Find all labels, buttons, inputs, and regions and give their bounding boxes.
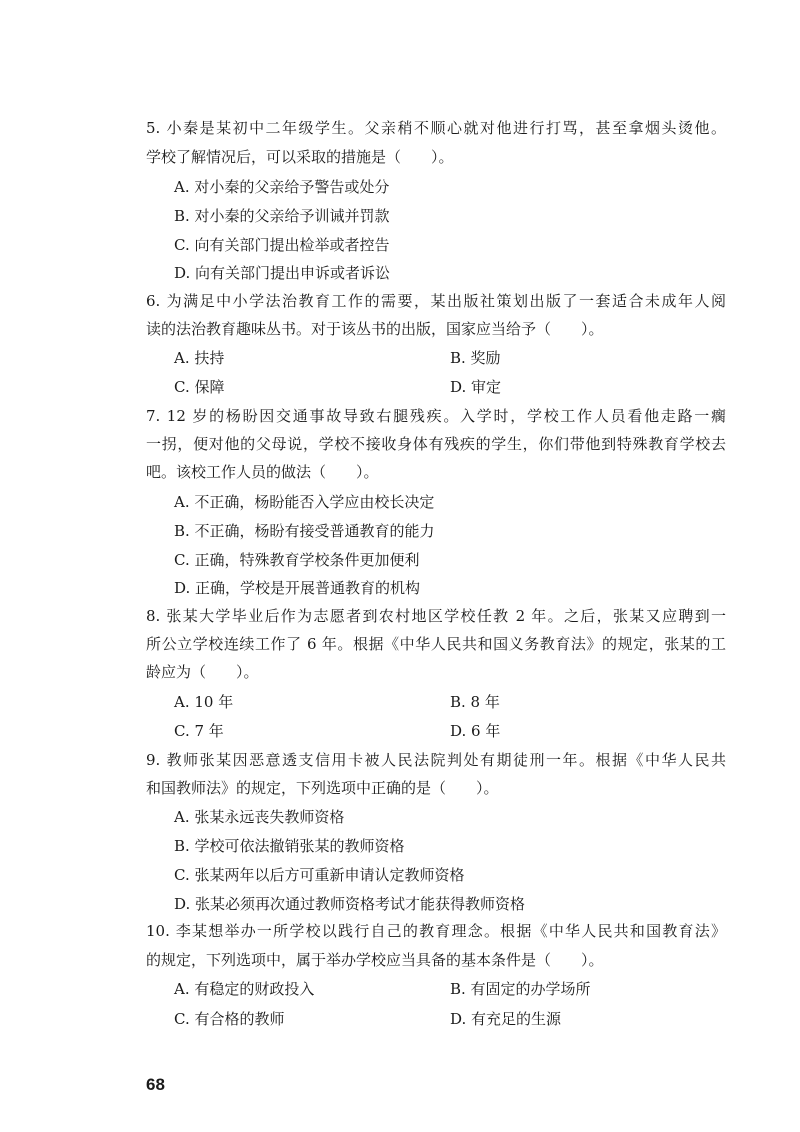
- question-9-stem-line-1: 9. 教师张某因恶意透支信用卡被人民法院判处有期徒刑一年。根据《中华人民共: [146, 751, 726, 769]
- question-6-stem-line-1: 6. 为满足中小学法治教育工作的需要，某出版社策划出版了一套适合未成年人阅: [146, 292, 726, 310]
- question-5-option-c: C. 向有关部门提出检举或者控告: [174, 236, 390, 254]
- question-10-option-d: D. 有充足的生源: [450, 1010, 562, 1028]
- question-9-option-a: A. 张某永远丧失教师资格: [174, 808, 345, 826]
- question-5-option-d: D. 向有关部门提出申诉或者诉讼: [174, 264, 391, 282]
- question-8-stem-line-3: 龄应为（ ）。: [146, 663, 259, 681]
- question-5-stem-line-1: 5. 小秦是某初中二年级学生。父亲稍不顺心就对他进行打骂，甚至拿烟头烫他。: [146, 119, 726, 137]
- question-6-option-b: B. 奖励: [450, 349, 501, 367]
- question-8-stem-line-1: 8. 张某大学毕业后作为志愿者到农村地区学校任教 2 年。之后，张某又应聘到一: [146, 607, 726, 625]
- question-7-stem-line-1: 7. 12 岁的杨盼因交通事故导致右腿残疾。入学时，学校工作人员看他走路一瘸: [146, 407, 726, 425]
- question-7-option-a: A. 不正确，杨盼能否入学应由校长决定: [174, 493, 435, 511]
- question-10-stem-line-2: 的规定，下列选项中，属于举办学校应当具备的基本条件是（ ）。: [146, 951, 604, 969]
- question-7-option-d: D. 正确，学校是开展普通教育的机构: [174, 579, 421, 597]
- question-8-option-c: C. 7 年: [174, 722, 224, 740]
- question-8-stem-line-2: 所公立学校连续工作了 6 年。根据《中华人民共和国义务教育法》的规定，张某的工: [146, 635, 726, 653]
- question-9-option-d: D. 张某必须再次通过教师资格考试才能获得教师资格: [174, 895, 526, 913]
- question-6-option-c: C. 保障: [174, 378, 225, 396]
- page-number: 68: [146, 1075, 165, 1094]
- question-6-option-d: D. 审定: [450, 378, 502, 396]
- question-6-option-a: A. 扶持: [174, 349, 225, 367]
- question-7-option-b: B. 不正确，杨盼有接受普通教育的能力: [174, 522, 435, 540]
- question-7-stem-line-3: 吧。该校工作人员的做法（ ）。: [146, 463, 379, 481]
- question-10-stem-line-1: 10. 李某想举办一所学校以践行自己的教育理念。根据《中华人民共和国教育法》: [146, 922, 726, 940]
- question-6-stem-line-2: 读的法治教育趣味丛书。对于该丛书的出版，国家应当给予（ ）。: [146, 320, 604, 338]
- question-8-option-b: B. 8 年: [450, 693, 500, 711]
- question-5-stem-line-2: 学校了解情况后，可以采取的措施是（ ）。: [146, 148, 454, 166]
- question-5-option-a: A. 对小秦的父亲给予警告或处分: [174, 178, 390, 196]
- question-5-option-b: B. 对小秦的父亲给予训诫并罚款: [174, 207, 390, 225]
- question-8-option-a: A. 10 年: [174, 693, 234, 711]
- question-9-option-b: B. 学校可依法撤销张某的教师资格: [174, 837, 405, 855]
- question-10-option-c: C. 有合格的教师: [174, 1010, 285, 1028]
- question-7-stem-line-2: 一拐，便对他的父母说，学校不接收身体有残疾的学生，你们带他到特殊教育学校去: [146, 435, 726, 453]
- question-10-option-b: B. 有固定的办学场所: [450, 980, 591, 998]
- question-7-option-c: C. 正确，特殊教育学校条件更加便利: [174, 551, 420, 569]
- question-9-stem-line-2: 和国教师法》的规定，下列选项中正确的是（ ）。: [146, 779, 499, 797]
- question-8-option-d: D. 6 年: [450, 722, 501, 740]
- question-10-option-a: A. 有稳定的财政投入: [174, 980, 315, 998]
- question-9-option-c: C. 张某两年以后方可重新申请认定教师资格: [174, 866, 465, 884]
